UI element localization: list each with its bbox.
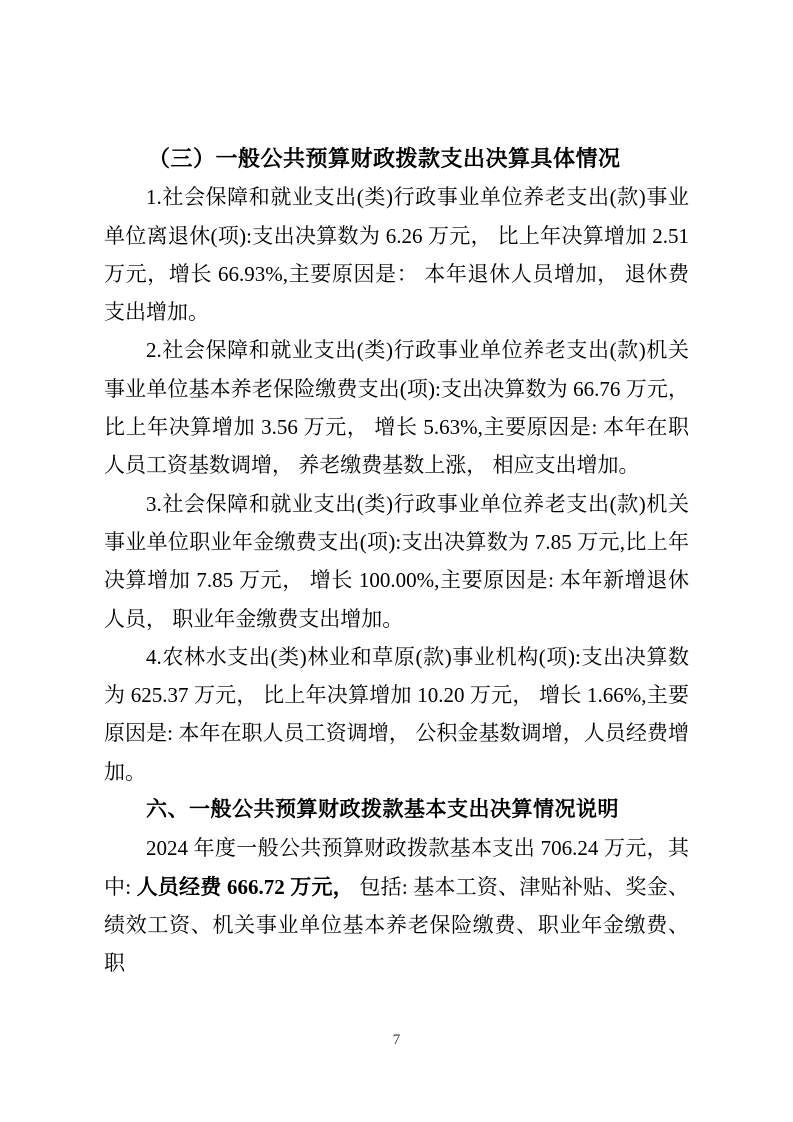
section3-heading: （三）一般公共预算财政拨款支出决算具体情况 — [148, 146, 621, 171]
section3-paragraph-3: 3.社会保障和就业支出(类)行政事业单位养老支出(款)机关事业单位职业年金缴费支出(项):支出决算数为 7.85 万元,比上年决算增加 7.85 万元， 增长 100.00%,主要原因是: 本年新增退休人员， 职业年金缴费支出增加。 — [104, 491, 689, 631]
section3-paragraph-4: 4.农林水支出(类)林业和草原(款)事业机构(项):支出决算数为 625.37 万元， 比上年决算增加 10.20 万元， 增长 1.66%,主要原因是: 本年在职人员工资调增， 公积金基数调增，人员经费增加。 — [104, 644, 689, 784]
document-body — [104, 140, 689, 983]
section6-heading: 六、一般公共预算财政拨款基本支出决算情况说明 — [146, 798, 619, 822]
section6-paragraph — [104, 829, 689, 982]
section6-paragraph-segment-normal-2: 包括: 基本工资、津贴补贴、奖金、绩效工资、机关事业单位基本养老保险缴费、职业年金缴费、职 — [104, 874, 689, 976]
section3-paragraph-2: 2.社会保障和就业支出(类)行政事业单位养老支出(款)机关事业单位基本养老保险缴费支出(项):支出决算数为 66.76 万元， 比上年决算增加 3.56 万元， 增长 5.63%,主要原因是: 本年在职人员工资基数调增， 养老缴费基数上涨， 相应支出增加。 — [104, 338, 689, 478]
page-number: 7 — [392, 1032, 401, 1048]
section3-paragraph-1: 1.社会保障和就业支出(类)行政事业单位养老支出(款)事业单位离退休(项):支出决算数为 6.26 万元， 比上年决算增加 2.51 万元，增长 66.93%,主要原因是： 本年退休人员增加， 退休费支出增加。 — [104, 185, 689, 325]
section6-paragraph-segment-normal-1: 2024 年度一般公共预算财政拨款基本支出 706.24 万元，其中: — [104, 836, 689, 899]
page-footer — [0, 1032, 793, 1049]
section6-paragraph-segment-bold: 人员经费 666.72 万元， — [136, 874, 354, 899]
